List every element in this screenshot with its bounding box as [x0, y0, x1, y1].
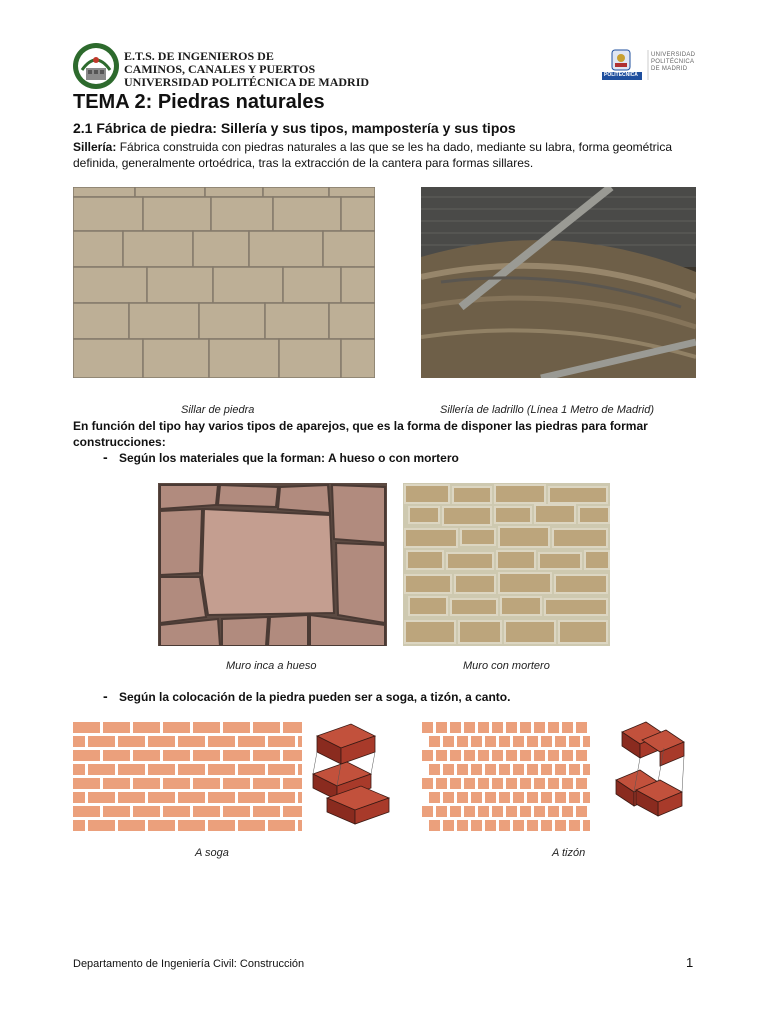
page-title: TEMA 2: Piedras naturales	[73, 91, 325, 113]
sillar-piedra-photo	[73, 187, 375, 378]
intro-paragraph	[73, 139, 673, 171]
caption-sillar-piedra: Sillar de piedra	[181, 404, 255, 416]
caption-silleria-ladrillo: Sillería de ladrillo (Línea 1 Metro de Madrid)	[440, 404, 654, 416]
caption-muro-mortero: Muro con mortero	[463, 660, 550, 672]
school-name	[124, 50, 369, 89]
page-header	[72, 40, 696, 90]
muro-mortero-photo	[403, 483, 610, 646]
muro-inca-photo	[158, 483, 387, 646]
tizon-brick-wall	[422, 722, 590, 832]
silleria-ladrillo-photo	[421, 187, 696, 378]
upm-label: POLITÉCNICA	[604, 72, 638, 78]
school-line-2: CAMINOS, CANALES Y PUERTOS	[124, 62, 316, 76]
tizon-brick-3d-diagram	[612, 718, 696, 832]
caption-tizon: A tizón	[552, 847, 586, 859]
bullet-text: Según los materiales que la forman: A hueso o con mortero	[119, 451, 459, 465]
section-title: 2.1 Fábrica de piedra: Sillería y sus tipos, mampostería y sus tipos	[73, 120, 516, 136]
upm-text: UNIVERSIDAD POLITÉCNICA DE MADRID	[651, 52, 696, 72]
soga-brick-wall	[73, 722, 302, 832]
aparejos-paragraph: En función del tipo hay varios tipos de aparejos, que es la forma de disponer las piedras para formar construcciones:	[73, 419, 648, 449]
soga-brick-3d-diagram	[305, 722, 395, 832]
bullet-dash: -	[103, 449, 108, 465]
footer-department: Departamento de Ingeniería Civil: Construcción	[73, 958, 305, 970]
bullet-text: Según la colocación de la piedra pueden ser a soga, a tizón, a canto.	[119, 690, 511, 704]
caption-soga: A soga	[195, 847, 229, 859]
caption-muro-inca: Muro inca a hueso	[226, 660, 317, 672]
page-number: 1	[686, 955, 694, 970]
bullet-dash: -	[103, 688, 108, 704]
school-line-3: UNIVERSIDAD POLITÉCNICA DE MADRID	[124, 75, 370, 89]
intro-term: Sillería:	[73, 140, 117, 154]
school-seal-logo	[72, 42, 120, 90]
intro-text: Fábrica construida con piedras naturales a las que se les ha dado, mediante su labra, forma geométrica definida, generalmente ortoédrica, tras la extracción de la cantera para formas sillares.	[73, 140, 673, 170]
school-line-1: E.T.S. DE INGENIEROS DE	[124, 49, 274, 63]
